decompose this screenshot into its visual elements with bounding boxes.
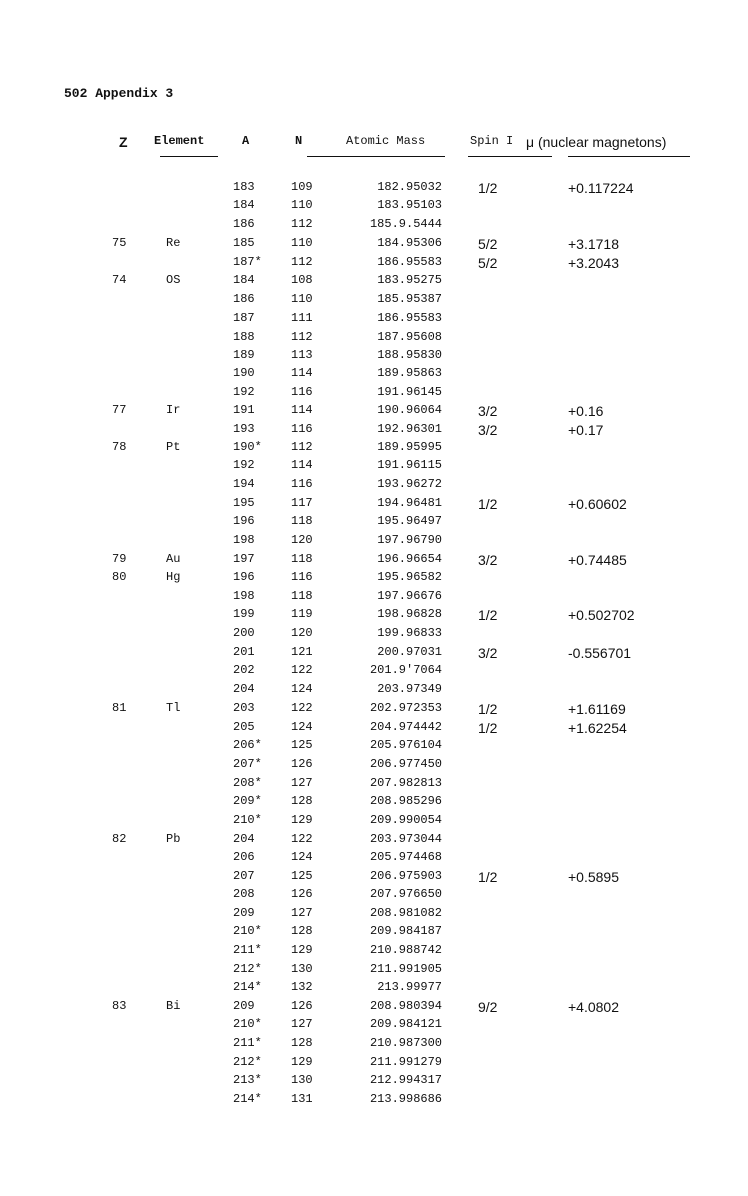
element-cell: Pb bbox=[166, 832, 181, 846]
n-cell: 110 bbox=[291, 236, 313, 250]
mass-cell: 206.977450 bbox=[369, 757, 442, 771]
mass-cell: 202.972353 bbox=[369, 701, 442, 715]
a-cell: 208 bbox=[233, 887, 255, 901]
column-header-mass: Atomic Mass bbox=[346, 134, 426, 148]
table-row bbox=[0, 255, 748, 273]
z-cell: 82 bbox=[112, 832, 127, 846]
table-row bbox=[0, 458, 748, 476]
table-row bbox=[0, 924, 748, 942]
spin-cell: 3/2 bbox=[478, 403, 498, 419]
table-row bbox=[0, 832, 748, 850]
a-cell: 189 bbox=[233, 348, 255, 362]
n-cell: 131 bbox=[291, 1092, 313, 1106]
n-cell: 126 bbox=[291, 999, 313, 1013]
mu-cell: +1.61169 bbox=[568, 701, 626, 717]
z-cell: 77 bbox=[112, 403, 127, 417]
column-header-element: Element bbox=[154, 134, 205, 148]
a-cell: 188 bbox=[233, 330, 255, 344]
table-row bbox=[0, 552, 748, 570]
spin-underline bbox=[468, 156, 552, 157]
table-row bbox=[0, 292, 748, 310]
mass-cell: 201.9'7064 bbox=[369, 663, 442, 677]
n-cell: 111 bbox=[291, 311, 313, 325]
mass-cell: 183.95275 bbox=[377, 273, 442, 287]
spin-cell: 5/2 bbox=[478, 236, 498, 252]
spin-cell: 9/2 bbox=[478, 999, 498, 1015]
a-cell: 204 bbox=[233, 682, 255, 696]
a-cell: 210* bbox=[233, 924, 262, 938]
mass-cell: 204.974442 bbox=[369, 720, 442, 734]
a-cell: 184 bbox=[233, 198, 255, 212]
z-cell: 79 bbox=[112, 552, 127, 566]
n-cell: 110 bbox=[291, 198, 313, 212]
mass-cell: 211.991279 bbox=[369, 1055, 442, 1069]
z-cell: 81 bbox=[112, 701, 127, 715]
n-cell: 113 bbox=[291, 348, 313, 362]
table-row bbox=[0, 366, 748, 384]
n-cell: 118 bbox=[291, 589, 313, 603]
table-row bbox=[0, 1055, 748, 1073]
column-header-a: A bbox=[242, 134, 250, 148]
a-cell: 213* bbox=[233, 1073, 262, 1087]
table-row bbox=[0, 869, 748, 887]
mass-cell: 186.95583 bbox=[377, 311, 442, 325]
n-cell: 127 bbox=[291, 906, 313, 920]
n-cell: 116 bbox=[291, 570, 313, 584]
n-cell: 116 bbox=[291, 422, 313, 436]
n-cell: 122 bbox=[291, 663, 313, 677]
n-cell: 128 bbox=[291, 794, 313, 808]
a-cell: 214* bbox=[233, 980, 262, 994]
mass-cell: 212.994317 bbox=[369, 1073, 442, 1087]
mass-cell: 213.99977 bbox=[377, 980, 442, 994]
table-row bbox=[0, 980, 748, 998]
table-row bbox=[0, 273, 748, 291]
table-row bbox=[0, 663, 748, 681]
a-cell: 201 bbox=[233, 645, 255, 659]
element-cell: Tl bbox=[166, 701, 181, 715]
a-cell: 190 bbox=[233, 366, 255, 380]
table-row bbox=[0, 607, 748, 625]
mass-cell: 191.96115 bbox=[377, 458, 442, 472]
table-row bbox=[0, 626, 748, 644]
table-row bbox=[0, 198, 748, 216]
mass-cell: 197.96790 bbox=[377, 533, 442, 547]
table-row bbox=[0, 850, 748, 868]
mass-cell: 209.990054 bbox=[369, 813, 442, 827]
mass-cell: 199.96833 bbox=[377, 626, 442, 640]
table-row bbox=[0, 682, 748, 700]
column-header-z: Z bbox=[119, 134, 128, 150]
table-row bbox=[0, 496, 748, 514]
table-row bbox=[0, 738, 748, 756]
n-cell: 110 bbox=[291, 292, 313, 306]
mass-cell: 190.96064 bbox=[377, 403, 442, 417]
mass-cell: 213.998686 bbox=[369, 1092, 442, 1106]
n-cell: 130 bbox=[291, 962, 313, 976]
spin-cell: 1/2 bbox=[478, 720, 498, 736]
element-cell: OS bbox=[166, 273, 181, 287]
mu-cell: +0.16 bbox=[568, 403, 604, 419]
n-cell: 125 bbox=[291, 869, 313, 883]
mass-cell: 193.96272 bbox=[377, 477, 442, 491]
a-cell: 206* bbox=[233, 738, 262, 752]
table-row bbox=[0, 533, 748, 551]
mu-underline bbox=[568, 156, 690, 157]
z-cell: 74 bbox=[112, 273, 127, 287]
a-cell: 207* bbox=[233, 757, 262, 771]
n-cell: 127 bbox=[291, 1017, 313, 1031]
n-cell: 112 bbox=[291, 330, 313, 344]
table-row bbox=[0, 440, 748, 458]
mass-cell: 203.973044 bbox=[369, 832, 442, 846]
element-cell: Bi bbox=[166, 999, 181, 1013]
a-cell: 214* bbox=[233, 1092, 262, 1106]
mass-cell: 208.981082 bbox=[369, 906, 442, 920]
n-cell: 126 bbox=[291, 757, 313, 771]
mass-cell: 206.975903 bbox=[369, 869, 442, 883]
table-row bbox=[0, 385, 748, 403]
table-row bbox=[0, 943, 748, 961]
table-row bbox=[0, 217, 748, 235]
a-cell: 184 bbox=[233, 273, 255, 287]
mu-cell: +0.74485 bbox=[568, 552, 627, 568]
element-cell: Au bbox=[166, 552, 181, 566]
a-cell: 196 bbox=[233, 570, 255, 584]
element-cell: Hg bbox=[166, 570, 181, 584]
a-cell: 209 bbox=[233, 999, 255, 1013]
mass-cell: 197.96676 bbox=[377, 589, 442, 603]
mass-cell: 208.985296 bbox=[369, 794, 442, 808]
element-cell: Ir bbox=[166, 403, 181, 417]
mass-cell: 189.95863 bbox=[377, 366, 442, 380]
table-row bbox=[0, 645, 748, 663]
n-cell: 112 bbox=[291, 440, 313, 454]
a-cell: 199 bbox=[233, 607, 255, 621]
n-cell: 118 bbox=[291, 552, 313, 566]
a-cell: 192 bbox=[233, 458, 255, 472]
a-cell: 183 bbox=[233, 180, 255, 194]
n-cell: 126 bbox=[291, 887, 313, 901]
a-cell: 198 bbox=[233, 533, 255, 547]
table-row bbox=[0, 776, 748, 794]
mass-cell: 209.984187 bbox=[369, 924, 442, 938]
mass-cell: 203.97349 bbox=[377, 682, 442, 696]
n-cell: 117 bbox=[291, 496, 313, 510]
element-cell: Pt bbox=[166, 440, 181, 454]
z-cell: 75 bbox=[112, 236, 127, 250]
mass-cell: 196.96654 bbox=[377, 552, 442, 566]
mass-cell: 183.95103 bbox=[377, 198, 442, 212]
a-cell: 198 bbox=[233, 589, 255, 603]
mass-cell: 182.95032 bbox=[377, 180, 442, 194]
a-cell: 191 bbox=[233, 403, 255, 417]
mass-cell: 184.95306 bbox=[377, 236, 442, 250]
n-cell: 119 bbox=[291, 607, 313, 621]
mu-cell: +0.60602 bbox=[568, 496, 627, 512]
a-cell: 186 bbox=[233, 292, 255, 306]
page-header: 502 Appendix 3 bbox=[64, 86, 174, 101]
mass-cell: 211.991905 bbox=[369, 962, 442, 976]
n-cell: 125 bbox=[291, 738, 313, 752]
z-cell: 78 bbox=[112, 440, 127, 454]
mass-cell: 189.95995 bbox=[377, 440, 442, 454]
a-cell: 204 bbox=[233, 832, 255, 846]
table-row bbox=[0, 570, 748, 588]
mu-cell: +1.62254 bbox=[568, 720, 627, 736]
n-cell: 112 bbox=[291, 255, 313, 269]
n-cell: 124 bbox=[291, 682, 313, 696]
table-row bbox=[0, 794, 748, 812]
table-row bbox=[0, 962, 748, 980]
a-cell: 202 bbox=[233, 663, 255, 677]
spin-cell: 3/2 bbox=[478, 645, 498, 661]
mass-cell: 195.96582 bbox=[377, 570, 442, 584]
z-cell: 80 bbox=[112, 570, 127, 584]
mass-cell: 191.96145 bbox=[377, 385, 442, 399]
a-cell: 211* bbox=[233, 1036, 262, 1050]
table-row bbox=[0, 999, 748, 1017]
spin-cell: 1/2 bbox=[478, 607, 498, 623]
mass-cell: 210.987300 bbox=[369, 1036, 442, 1050]
mu-cell: +3.2043 bbox=[568, 255, 619, 271]
a-cell: 200 bbox=[233, 626, 255, 640]
table-row bbox=[0, 477, 748, 495]
table-row bbox=[0, 589, 748, 607]
table-row bbox=[0, 180, 748, 198]
n-cell: 124 bbox=[291, 720, 313, 734]
spin-cell: 3/2 bbox=[478, 422, 498, 438]
a-cell: 197 bbox=[233, 552, 255, 566]
a-cell: 194 bbox=[233, 477, 255, 491]
a-cell: 203 bbox=[233, 701, 255, 715]
table-row bbox=[0, 1036, 748, 1054]
a-cell: 187* bbox=[233, 255, 262, 269]
a-cell: 209* bbox=[233, 794, 262, 808]
n-cell: 120 bbox=[291, 626, 313, 640]
n-cell: 124 bbox=[291, 850, 313, 864]
spin-cell: 5/2 bbox=[478, 255, 498, 271]
mass-cell: 194.96481 bbox=[377, 496, 442, 510]
mu-cell: +0.117224 bbox=[568, 180, 634, 196]
a-cell: 186 bbox=[233, 217, 255, 231]
n-cell: 122 bbox=[291, 701, 313, 715]
n-cell: 112 bbox=[291, 217, 313, 231]
a-cell: 211* bbox=[233, 943, 262, 957]
table-row bbox=[0, 1073, 748, 1091]
mu-cell: +4.0802 bbox=[568, 999, 619, 1015]
n-cell: 129 bbox=[291, 943, 313, 957]
mass-cell: 192.96301 bbox=[377, 422, 442, 436]
column-header-mu: μ (nuclear magnetons) bbox=[526, 134, 667, 150]
table-row bbox=[0, 403, 748, 421]
a-cell: 209 bbox=[233, 906, 255, 920]
mass-cell: 210.988742 bbox=[369, 943, 442, 957]
spin-cell: 1/2 bbox=[478, 869, 498, 885]
n-cell: 128 bbox=[291, 924, 313, 938]
table-row bbox=[0, 514, 748, 532]
table-row bbox=[0, 757, 748, 775]
n-cell: 129 bbox=[291, 813, 313, 827]
n-cell: 132 bbox=[291, 980, 313, 994]
mass-underline bbox=[307, 156, 445, 157]
n-cell: 121 bbox=[291, 645, 313, 659]
a-cell: 206 bbox=[233, 850, 255, 864]
table-row bbox=[0, 348, 748, 366]
a-cell: 205 bbox=[233, 720, 255, 734]
mass-cell: 198.96828 bbox=[377, 607, 442, 621]
a-cell: 192 bbox=[233, 385, 255, 399]
mass-cell: 185.95387 bbox=[377, 292, 442, 306]
table-row bbox=[0, 236, 748, 254]
table-row bbox=[0, 422, 748, 440]
table-row bbox=[0, 813, 748, 831]
a-cell: 185 bbox=[233, 236, 255, 250]
a-cell: 212* bbox=[233, 1055, 262, 1069]
mu-cell: +0.502702 bbox=[568, 607, 635, 623]
table-row bbox=[0, 1017, 748, 1035]
table-row bbox=[0, 887, 748, 905]
n-cell: 128 bbox=[291, 1036, 313, 1050]
mass-cell: 207.976650 bbox=[369, 887, 442, 901]
mass-cell: 209.984121 bbox=[369, 1017, 442, 1031]
mass-cell: 205.974468 bbox=[369, 850, 442, 864]
n-cell: 108 bbox=[291, 273, 313, 287]
n-cell: 120 bbox=[291, 533, 313, 547]
a-cell: 187 bbox=[233, 311, 255, 325]
spin-cell: 1/2 bbox=[478, 701, 498, 717]
table-row bbox=[0, 330, 748, 348]
mass-cell: 187.95608 bbox=[377, 330, 442, 344]
mu-cell: +0.5895 bbox=[568, 869, 619, 885]
a-cell: 210* bbox=[233, 813, 262, 827]
a-cell: 210* bbox=[233, 1017, 262, 1031]
column-header-spin: Spin I bbox=[470, 134, 514, 148]
spin-cell: 1/2 bbox=[478, 180, 498, 196]
mu-cell: +0.17 bbox=[568, 422, 604, 438]
mass-cell: 207.982813 bbox=[369, 776, 442, 790]
n-cell: 129 bbox=[291, 1055, 313, 1069]
mass-cell: 208.980394 bbox=[369, 999, 442, 1013]
mass-cell: 205.976104 bbox=[369, 738, 442, 752]
n-cell: 114 bbox=[291, 458, 313, 472]
n-cell: 109 bbox=[291, 180, 313, 194]
n-cell: 130 bbox=[291, 1073, 313, 1087]
table-row bbox=[0, 311, 748, 329]
table-row bbox=[0, 720, 748, 738]
mass-cell: 186.95583 bbox=[377, 255, 442, 269]
a-cell: 195 bbox=[233, 496, 255, 510]
mu-cell: -0.556701 bbox=[568, 645, 632, 661]
table-row bbox=[0, 906, 748, 924]
a-cell: 190* bbox=[233, 440, 262, 454]
table-row bbox=[0, 1092, 748, 1110]
a-cell: 207 bbox=[233, 869, 255, 883]
a-cell: 208* bbox=[233, 776, 262, 790]
element-underline bbox=[160, 156, 218, 157]
a-cell: 193 bbox=[233, 422, 255, 436]
spin-cell: 3/2 bbox=[478, 552, 498, 568]
z-cell: 83 bbox=[112, 999, 127, 1013]
mu-cell: +3.1718 bbox=[568, 236, 619, 252]
table-row bbox=[0, 701, 748, 719]
spin-cell: 1/2 bbox=[478, 496, 498, 512]
n-cell: 122 bbox=[291, 832, 313, 846]
n-cell: 118 bbox=[291, 514, 313, 528]
mass-cell: 195.96497 bbox=[377, 514, 442, 528]
a-cell: 212* bbox=[233, 962, 262, 976]
n-cell: 127 bbox=[291, 776, 313, 790]
column-header-n: N bbox=[295, 134, 303, 148]
mass-cell: 188.95830 bbox=[377, 348, 442, 362]
mass-cell: 200.97031 bbox=[377, 645, 442, 659]
mass-cell: 185.9.5444 bbox=[369, 217, 442, 231]
n-cell: 116 bbox=[291, 477, 313, 491]
n-cell: 114 bbox=[291, 366, 313, 380]
n-cell: 116 bbox=[291, 385, 313, 399]
n-cell: 114 bbox=[291, 403, 313, 417]
a-cell: 196 bbox=[233, 514, 255, 528]
element-cell: Re bbox=[166, 236, 181, 250]
